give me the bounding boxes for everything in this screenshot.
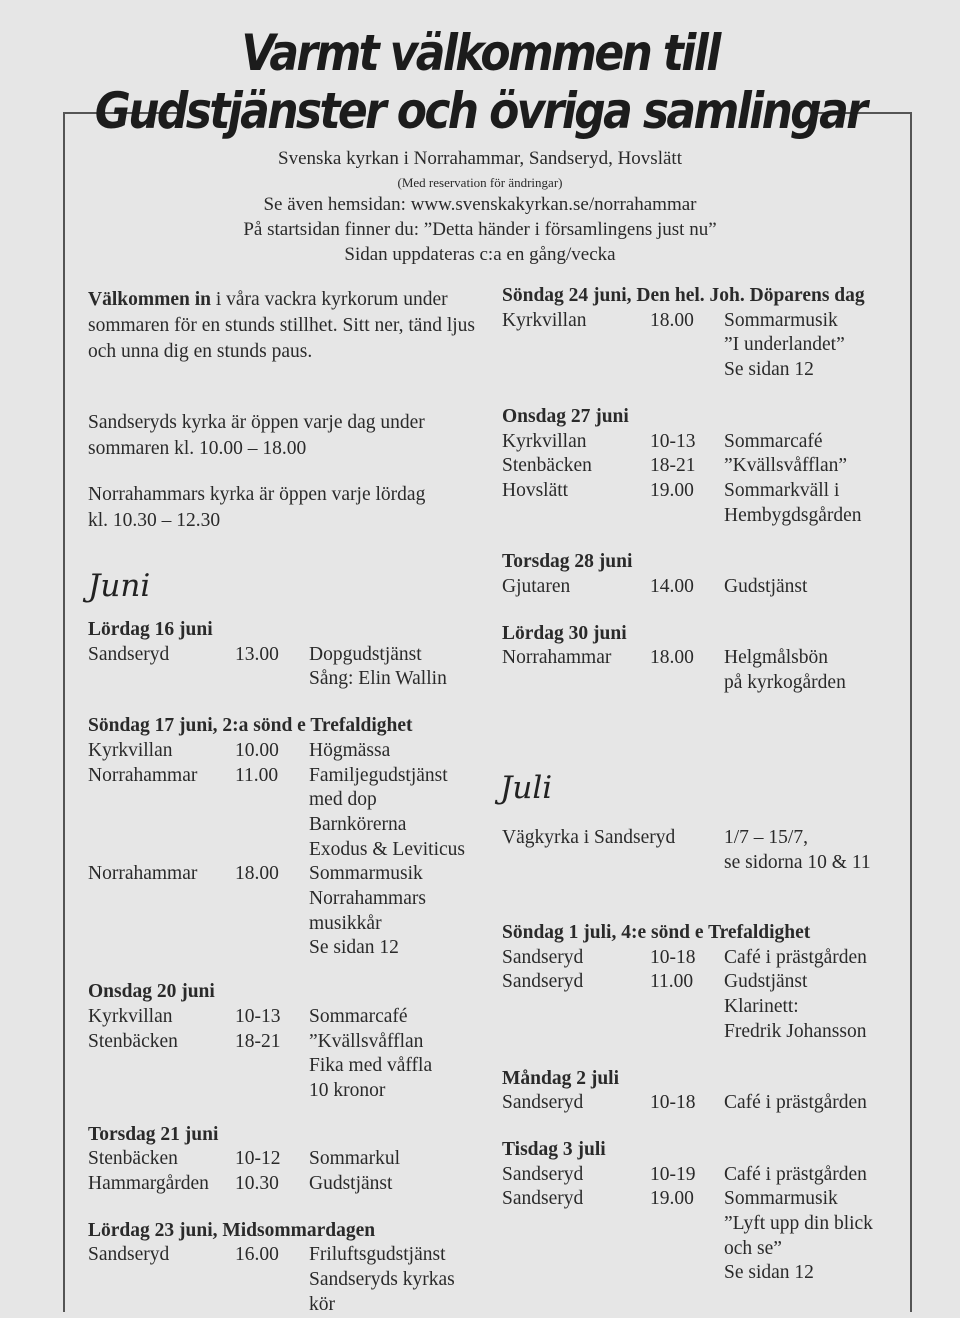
event-row (502, 479, 922, 528)
event-description-line: Sång: Elin Wallin (309, 668, 447, 690)
event-description-line: ”I underlandet” (724, 334, 845, 356)
event-description (309, 862, 488, 961)
event-time: 10.30 (235, 1173, 279, 1195)
vagkyrka-pages: se sidorna 10 & 11 (724, 851, 871, 873)
day-spacer (502, 1045, 922, 1067)
event-description-line: Barnkörerna (309, 813, 407, 835)
event-time: 18.00 (650, 309, 694, 331)
day-block (502, 622, 922, 696)
event-time: 10-13 (650, 430, 696, 452)
event-time: 13.00 (235, 643, 279, 665)
event-row (88, 1243, 488, 1317)
event-description-line: ”Lyft upp din blick (724, 1213, 873, 1235)
event-description-line: Gudstjänst (724, 971, 808, 993)
event-description-line: kör (309, 1293, 335, 1315)
event-description-line: Se sidan 12 (309, 937, 399, 959)
july-schedule-right (502, 921, 922, 1286)
event-place: Sandseryd (502, 971, 584, 993)
event-row (502, 1163, 922, 1188)
event-time: 18-21 (235, 1030, 281, 1052)
event-description-line: Sommarcafé (724, 430, 823, 452)
event-description (309, 1147, 488, 1172)
event-description (724, 646, 922, 695)
update-note: Sidan uppdateras c:a en gång/vecka (344, 244, 616, 265)
event-description-line: och se” (724, 1237, 782, 1259)
event-description-line: Sommarmusik (724, 1188, 838, 1210)
day-block (502, 405, 922, 529)
event-time: 10-18 (650, 946, 696, 968)
event-row (502, 430, 922, 455)
event-description-line: Sandseryds kyrkas (309, 1269, 455, 1291)
event-time: 10.00 (235, 739, 279, 761)
title-line-1: Varmt välkommen till (241, 24, 719, 82)
event-description (724, 575, 922, 600)
day-spacer (502, 383, 922, 405)
event-description-line: Café i prästgården (724, 1163, 867, 1185)
event-place: Sandseryd (502, 1092, 584, 1114)
event-description (309, 643, 488, 692)
day-block (502, 550, 922, 599)
event-description-line: Café i prästgården (724, 1092, 867, 1114)
event-time: 10-19 (650, 1163, 696, 1185)
vagkyrka-block (502, 826, 922, 875)
month-june: Juni (88, 568, 151, 604)
event-description-line: Sommarmusik (309, 863, 423, 885)
welcome-paragraph (88, 287, 478, 365)
day-spacer (502, 528, 922, 550)
event-row (88, 643, 488, 692)
event-row (502, 309, 922, 383)
event-description (724, 1091, 922, 1116)
day-block (88, 618, 488, 692)
event-description (724, 430, 922, 455)
day-spacer (502, 600, 922, 622)
day-heading: Lördag 30 juni (502, 622, 627, 644)
title-line-2: Gudstjänster och övriga samlingar (94, 82, 866, 140)
sandseryd-open-paragraph: Sandseryds kyrka är öppen varje dag under sommaren kl. 10.00 – 18.00 (88, 412, 425, 459)
event-time: 19.00 (650, 1188, 694, 1210)
event-place: Hammargården (88, 1173, 209, 1195)
event-description-line: Klarinett: (724, 996, 799, 1018)
event-description-line: Högmässa (309, 739, 391, 761)
event-description-line: Fika med våffla (309, 1055, 433, 1077)
event-row (502, 646, 922, 695)
event-description-line: Helgmålsbön (724, 647, 828, 669)
event-description (309, 1030, 488, 1104)
day-block (502, 284, 922, 383)
event-place: Stenbäcken (88, 1030, 178, 1052)
event-place: Kyrkvillan (502, 309, 587, 331)
event-row (502, 575, 922, 600)
event-time: 18-21 (650, 455, 696, 477)
event-description-line: Norrahammars (309, 888, 426, 910)
event-description (309, 1243, 488, 1317)
event-description-line: Sommarcafé (309, 1005, 408, 1027)
event-row (88, 862, 488, 961)
day-heading: Lördag 16 juni (88, 619, 213, 640)
reservation-note: (Med reservation för ändringar) (397, 175, 563, 190)
website-text: Se även hemsidan: www.svenskakyrkan.se/norrahammar (263, 194, 697, 215)
day-block (88, 1123, 488, 1197)
day-block (502, 921, 922, 1045)
event-description-line: med dop (309, 789, 377, 811)
day-block (502, 1067, 922, 1116)
event-place: Gjutaren (502, 576, 571, 598)
day-heading: Tisdag 3 juli (502, 1138, 606, 1160)
event-place: Sandseryd (502, 946, 584, 968)
event-time: 18.00 (650, 647, 694, 669)
event-description (309, 739, 488, 764)
day-heading: Onsdag 27 juni (502, 405, 629, 427)
frame-left (63, 112, 65, 1312)
june-schedule-left (88, 618, 488, 1318)
event-row (502, 970, 922, 1044)
event-place: Norrahammar (88, 764, 198, 786)
day-block (502, 1138, 922, 1286)
norrahammar-open-paragraph: Norrahammars kyrka är öppen varje lördag kl. 10.30 – 12.30 (88, 484, 426, 531)
event-place: Kyrkvillan (88, 739, 173, 761)
day-heading: Måndag 2 juli (502, 1067, 620, 1089)
event-place: Kyrkvillan (88, 1005, 173, 1027)
event-description-line: Exodus & Leviticus (309, 838, 465, 860)
event-time: 19.00 (650, 479, 694, 501)
event-row (502, 946, 922, 971)
event-description-line: 10 kronor (309, 1079, 386, 1101)
event-place: Hovslätt (502, 479, 569, 501)
welcome-bold: Välkommen in (88, 289, 211, 310)
day-heading: Söndag 1 juli, 4:e sönd e Trefaldighet (502, 922, 811, 943)
day-heading: Onsdag 20 juni (88, 981, 215, 1003)
event-row (88, 739, 488, 764)
day-block (88, 1219, 488, 1318)
event-row (88, 1005, 488, 1030)
day-heading: Lördag 23 juni, Midsommardagen (88, 1219, 376, 1241)
event-description-line: Café i prästgården (724, 946, 867, 968)
event-row (88, 764, 488, 863)
day-block (88, 980, 488, 1104)
event-description-line: Hembygdsgården (724, 504, 862, 526)
event-place: Kyrkvillan (502, 430, 587, 452)
event-description-line: Gudstjänst (724, 576, 808, 598)
day-spacer (502, 1116, 922, 1138)
event-time: 10-18 (650, 1092, 696, 1114)
event-description (724, 970, 922, 1044)
day-heading: Söndag 24 juni, Den hel. Joh. Döparens dag (502, 285, 865, 306)
event-description (724, 454, 922, 479)
event-description (724, 946, 922, 971)
day-spacer (88, 692, 488, 714)
day-heading: Torsdag 28 juni (502, 551, 633, 573)
event-description-line: ”Kvällsvåfflan” (724, 455, 848, 477)
day-heading: Torsdag 21 juni (88, 1123, 219, 1145)
event-time: 11.00 (235, 764, 279, 786)
event-place: Sandseryd (502, 1163, 584, 1185)
event-place: Sandseryd (502, 1188, 584, 1210)
vagkyrka-dates: 1/7 – 15/7, (724, 827, 808, 848)
event-time: 18.00 (235, 863, 279, 885)
event-place: Norrahammar (88, 863, 198, 885)
event-description-line: Gudstjänst (309, 1173, 393, 1195)
event-place: Sandseryd (88, 1244, 170, 1266)
event-description-line: Sommarmusik (724, 309, 838, 331)
event-description (724, 1163, 922, 1188)
event-time: 10-12 (235, 1148, 281, 1170)
month-july: Juli (500, 770, 553, 806)
event-time: 11.00 (650, 971, 694, 993)
startpage-text: På startsidan finner du: ”Detta händer i församlingens just nu” (243, 219, 717, 240)
event-time: 14.00 (650, 576, 694, 598)
event-description-line: Sommarkväll i (724, 479, 840, 501)
event-description-line: ”Kvällsvåfflan (309, 1030, 424, 1052)
event-description (309, 1005, 488, 1030)
june-schedule-right (502, 284, 922, 696)
event-row (88, 1172, 488, 1197)
day-spacer (88, 1104, 488, 1123)
event-time: 16.00 (235, 1244, 279, 1266)
event-place: Stenbäcken (502, 455, 592, 477)
day-block (88, 714, 488, 961)
day-spacer (88, 961, 488, 980)
event-time: 10-13 (235, 1005, 281, 1027)
event-place: Norrahammar (502, 647, 612, 669)
event-place: Stenbäcken (88, 1148, 178, 1170)
event-description (724, 1187, 922, 1286)
event-description-line: Sommarkul (309, 1148, 400, 1170)
event-place: Sandseryd (88, 643, 170, 665)
event-description-line: Se sidan 12 (724, 359, 814, 381)
event-description (724, 309, 922, 383)
event-description (309, 764, 488, 863)
church-name: Svenska kyrkan i Norrahammar, Sandseryd, Hovslätt (278, 148, 682, 169)
event-description-line: Familjegudstjänst (309, 764, 448, 786)
day-spacer (88, 1197, 488, 1219)
event-description-line: på kyrkogården (724, 672, 846, 694)
event-description-line: Fredrik Johansson (724, 1020, 867, 1042)
welcome-text: i våra vackra kyrkorum under sommaren för en stunds stillhet. Sitt ner, tänd ljus och unna dig en stunds paus. (88, 289, 476, 362)
event-row (88, 1147, 488, 1172)
event-description-line: musikkår (309, 912, 382, 934)
event-row (88, 1030, 488, 1104)
event-description-line: Dopgudstjänst (309, 643, 422, 665)
vagkyrka-label: Vägkyrka i Sandseryd (502, 827, 676, 848)
event-description-line: Friluftsgudstjänst (309, 1244, 446, 1266)
event-description (309, 1172, 488, 1197)
day-heading: Söndag 17 juni, 2:a sönd e Trefaldighet (88, 715, 413, 737)
event-description (724, 479, 922, 528)
event-description-line: Se sidan 12 (724, 1262, 814, 1284)
event-row (502, 1091, 922, 1116)
event-row (502, 454, 922, 479)
event-row (502, 1187, 922, 1286)
